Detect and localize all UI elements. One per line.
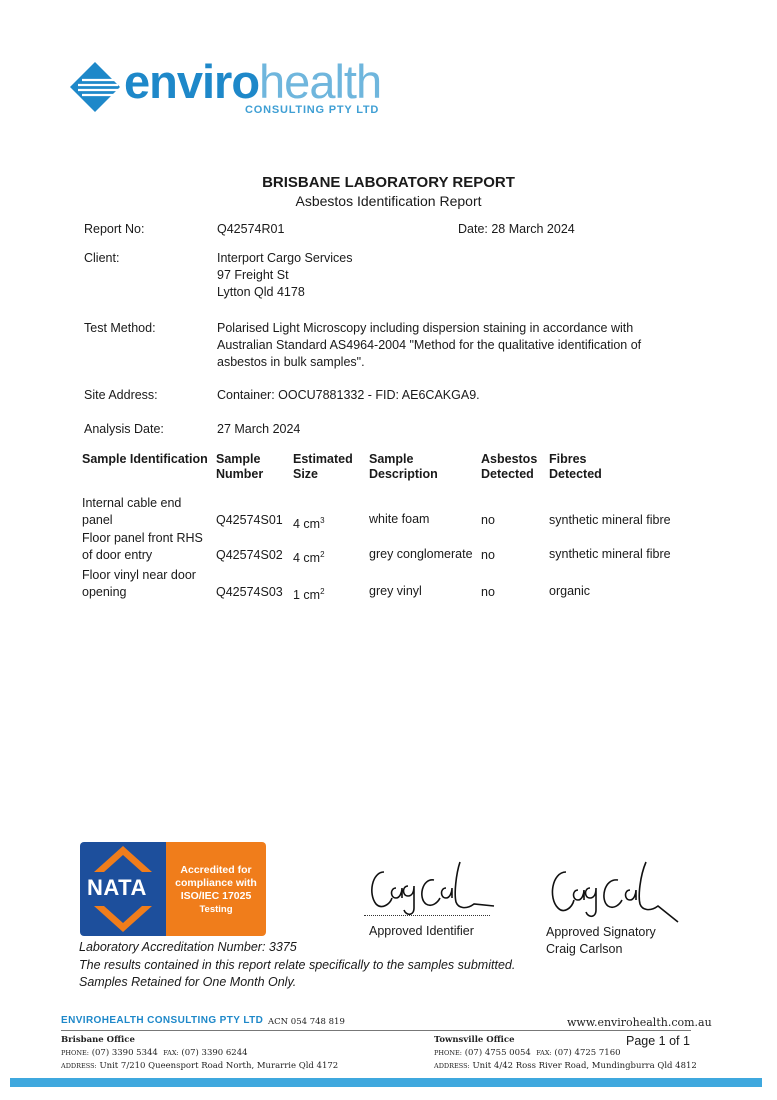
size-unit-power: 3: [320, 516, 325, 525]
header-line: Estimated: [293, 452, 353, 466]
table-header-sample-number: [216, 452, 263, 482]
table-row-2-identification: [82, 530, 212, 564]
brisbane-phone: (07) 3390 5344: [91, 1048, 158, 1058]
site-address-value: Container: OOCU7881332 - FID: AE6CAKGA9.: [217, 388, 480, 402]
cell-line: Internal cable end: [82, 496, 182, 510]
header-line: Detected: [481, 467, 534, 481]
report-no-value: Q42574R01: [217, 222, 285, 236]
size-unit-power: 2: [320, 550, 325, 559]
nata-logo: [80, 842, 166, 936]
badge-line: ISO/IEC 17025: [180, 890, 252, 902]
accreditation-number: Laboratory Accreditation Number: 3375: [79, 940, 297, 954]
table-row-2-fibres: synthetic mineral fibre: [549, 547, 671, 561]
analysis-date-label: Analysis Date:: [84, 422, 164, 436]
test-method-text: [217, 320, 641, 371]
approved-signatory-label: Approved Signatory: [546, 925, 656, 939]
header-line: Asbestos: [481, 452, 538, 466]
address-label: ADDRESS:: [61, 1062, 97, 1070]
nata-accreditation-badge: [80, 842, 266, 936]
header-line: Sample: [216, 452, 261, 466]
brisbane-address: [61, 1061, 338, 1071]
table-header-sample-description: [369, 452, 438, 482]
badge-line: compliance with: [175, 877, 257, 889]
cell-line: opening: [82, 585, 127, 599]
table-row-1-number: Q42574S01: [216, 513, 283, 527]
header-line: Fibres: [549, 452, 587, 466]
client-city: Lytton Qld 4178: [217, 285, 305, 299]
townsville-address: [434, 1061, 697, 1071]
site-address-label: Site Address:: [84, 388, 158, 402]
nata-accreditation-text: [166, 842, 266, 936]
table-row-3-fibres: organic: [549, 584, 590, 598]
company-logo-text: envirohealth: [124, 55, 382, 108]
company-logo-subtitle: CONSULTING PTY LTD: [245, 104, 380, 116]
samples-retention-note: Samples Retained for One Month Only.: [79, 975, 297, 989]
size-value: 4 cm: [293, 551, 321, 566]
table-row-2-asbestos: no: [481, 548, 495, 562]
table-row-1-size: [293, 512, 325, 533]
brisbane-fax: (07) 3390 6244: [181, 1048, 248, 1058]
test-method-line: Australian Standard AS4964-2004 "Method for the qualitative identification of: [217, 338, 642, 352]
table-row-2-size: [293, 546, 325, 567]
cell-line: panel: [82, 513, 113, 527]
client-name: Interport Cargo Services: [217, 251, 353, 265]
footer-website[interactable]: www.envirohealth.com.au: [567, 1016, 712, 1029]
footer-acn: ACN 054 748 819: [268, 1017, 345, 1027]
report-subtitle: Asbestos Identification Report: [295, 193, 482, 209]
page-number: Page 1 of 1: [626, 1034, 690, 1048]
analysis-date-value: 27 March 2024: [217, 422, 301, 436]
table-row-3-asbestos: no: [481, 585, 495, 599]
size-unit-power: 2: [320, 587, 325, 596]
nata-word: NATA: [87, 875, 147, 900]
envirohealth-diamond-logo-icon: [68, 60, 122, 114]
footer-divider: [61, 1030, 691, 1031]
cell-line: Floor vinyl near door: [82, 568, 196, 582]
table-header-estimated-size: [293, 452, 353, 482]
report-no-label: Report No:: [84, 222, 145, 236]
footer-company-name: ENVIROHEALTH CONSULTING PTY LTD: [61, 1015, 264, 1026]
report-date: Date: 28 March 2024: [458, 222, 575, 236]
header-line: Size: [293, 467, 319, 481]
client-label: Client:: [84, 251, 120, 265]
table-row-1-fibres: synthetic mineral fibre: [549, 513, 671, 527]
phone-label: PHONE:: [61, 1049, 89, 1057]
table-row-3-size: [293, 583, 325, 604]
cell-line: of door entry: [82, 548, 153, 562]
townsville-address-value: Unit 4/42 Ross River Road, Mundingburra Qld 4812: [472, 1061, 697, 1071]
test-method-line: Polarised Light Microscopy including dispersion staining in accordance with: [217, 321, 634, 335]
badge-line: Accredited for: [180, 864, 252, 876]
size-value: 4 cm: [293, 517, 321, 532]
results-disclaimer: The results contained in this report relate specifically to the samples submitted.: [79, 958, 516, 972]
footer-color-bar: [10, 1078, 762, 1087]
header-line: Detected: [549, 467, 602, 481]
townsville-phone: (07) 4755 0054: [464, 1048, 531, 1058]
table-row-1-description: white foam: [369, 512, 430, 526]
townsville-phone-fax: [434, 1048, 621, 1058]
badge-line: Testing: [199, 904, 233, 915]
client-street: 97 Freight St: [217, 268, 289, 282]
table-header-asbestos-detected: [481, 452, 537, 482]
townsville-office-title: Townsville Office: [434, 1035, 515, 1045]
table-row-1-identification: [82, 495, 212, 529]
brisbane-office-title: Brisbane Office: [61, 1035, 135, 1045]
header-line: Number: [216, 467, 264, 481]
report-title: BRISBANE LABORATORY REPORT: [262, 174, 515, 191]
test-method-line: asbestos in bulk samples".: [217, 355, 365, 369]
identifier-signature-line: [364, 915, 490, 916]
approved-identifier-label: Approved Identifier: [369, 924, 474, 938]
table-header-fibres-detected: [549, 452, 602, 482]
header-line: Sample: [369, 452, 414, 466]
signatory-signature: [542, 858, 682, 929]
table-row-2-description: grey conglomerate: [369, 547, 473, 561]
table-row-2-number: Q42574S02: [216, 548, 283, 562]
client-address: [217, 250, 352, 301]
size-value: 1 cm: [293, 588, 321, 603]
townsville-fax: (07) 4725 7160: [554, 1048, 621, 1058]
header-line: Description: [369, 467, 438, 481]
cell-line: Floor panel front RHS: [82, 531, 203, 545]
table-row-3-number: Q42574S03: [216, 585, 283, 599]
brisbane-address-value: Unit 7/210 Queensport Road North, Murarrie Qld 4172: [99, 1061, 339, 1071]
phone-label: PHONE:: [434, 1049, 462, 1057]
test-method-label: Test Method:: [84, 321, 156, 335]
fax-label: FAX:: [536, 1049, 552, 1057]
address-label: ADDRESS:: [434, 1062, 470, 1070]
signatory-name: Craig Carlson: [546, 942, 623, 956]
brisbane-phone-fax: [61, 1048, 248, 1058]
table-row-3-description: grey vinyl: [369, 584, 422, 598]
fax-label: FAX:: [163, 1049, 179, 1057]
table-row-3-identification: [82, 567, 212, 601]
table-row-1-asbestos: no: [481, 513, 495, 527]
table-header-sample-identification: Sample Identification: [82, 452, 208, 466]
